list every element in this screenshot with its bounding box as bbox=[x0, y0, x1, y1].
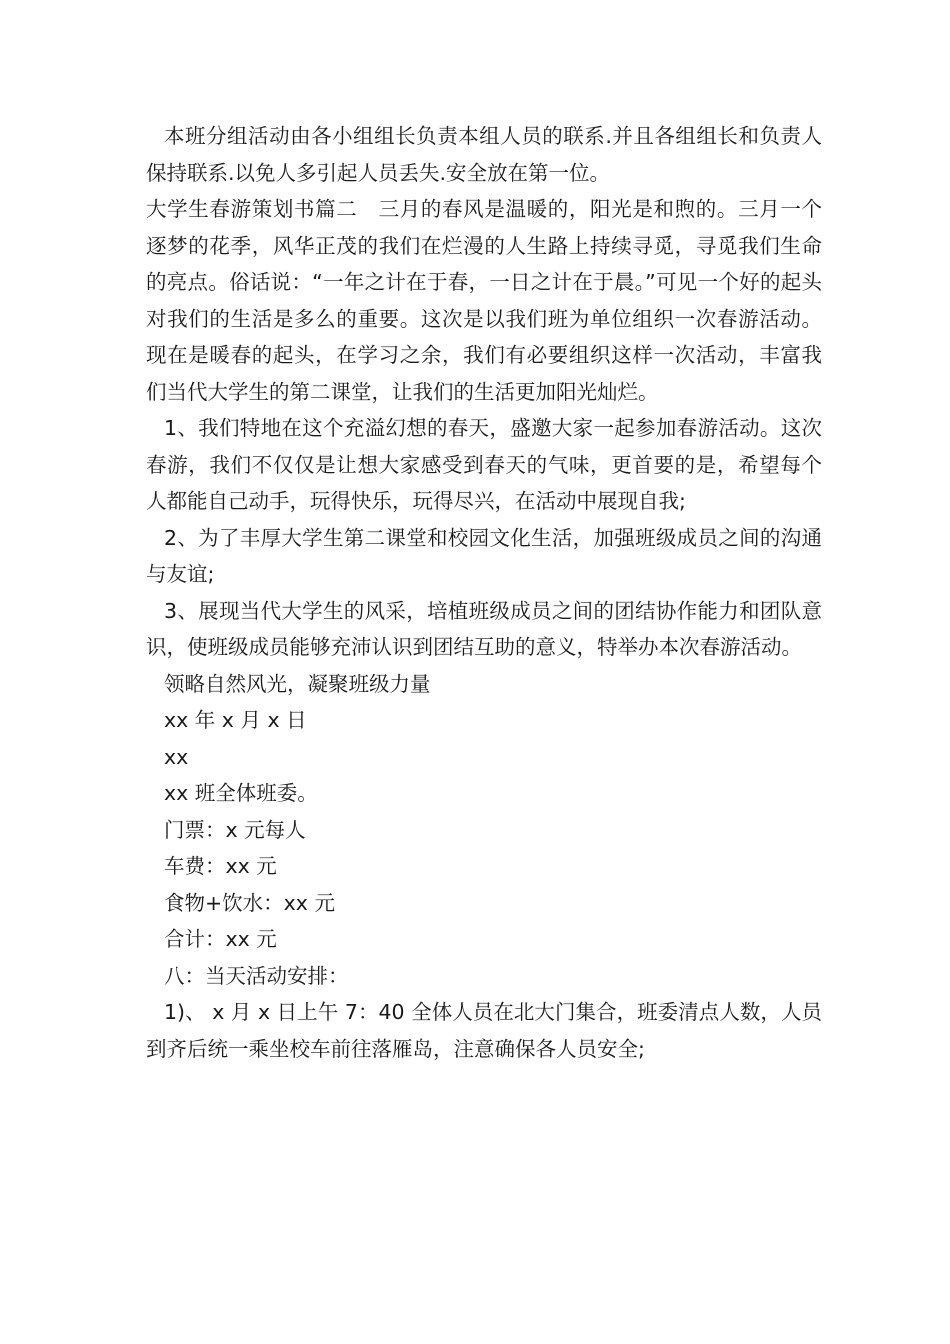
paragraph-group-contact: 本班分组活动由各小组组长负责本组人员的联系.并且各组组长和负责人保持联系.以免人多引起人员丢失.安全放在第一位。 bbox=[146, 124, 822, 185]
paragraph-schedule-heading: 八：当天活动安排： bbox=[164, 963, 349, 988]
paragraph-transport-cost: 车费：xx 元 bbox=[164, 854, 277, 878]
paragraph-schedule-item-1: 1)、 x 月 x 日上午 7：40 全体人员在北大门集合，班委清点人数，人员到齐后统一乘坐校车前往落雁岛，注意确保各人员安全; bbox=[146, 1000, 822, 1061]
paragraph-ticket-cost: 门票：x 元每人 bbox=[164, 817, 306, 842]
paragraph-total-cost: 合计：xx 元 bbox=[164, 927, 277, 951]
paragraph-organizer: xx 班全体班委。 bbox=[164, 781, 318, 805]
paragraph-location: xx bbox=[164, 744, 189, 769]
document-body bbox=[146, 118, 822, 1067]
paragraph-plan-intro: 大学生春游策划书篇二 三月的春风是温暖的，阳光是和煦的。三月一个逐梦的花季，风华正茂的我们在烂漫的人生路上持续寻觅，寻觅我们生命的亮点。俗话说：“一年之计在于春，一日之计在于晨。”可见一个好的起头对我们的生活是多么的重要。这次是以我们班为单位组织一次春游活动。现在是暖春的起头，在学习之余，我们有必要组织这样一次活动，丰富我们当代大学生的第二课堂，让我们的生活更加阳光灿烂。 bbox=[146, 197, 822, 404]
paragraph-purpose-2: 2、为了丰厚大学生第二课堂和校园文化生活，加强班级成员之间的沟通与友谊; bbox=[146, 525, 822, 586]
paragraph-food-cost: 食物+饮水：xx 元 bbox=[164, 890, 335, 915]
paragraph-purpose-1: 1、我们特地在这个充溢幻想的春天，盛邀大家一起参加春游活动。这次春游，我们不仅仅是让想大家感受到春天的气味，更首要的是，希望每个人都能自己动手，玩得快乐，玩得尽兴，在活动中展现自我; bbox=[146, 416, 822, 513]
paragraph-purpose-3: 3、展现当代大学生的风采，培植班级成员之间的团结协作能力和团队意识，使班级成员能够充沛认识到团结互助的意义，特举办本次春游活动。 bbox=[146, 598, 822, 659]
paragraph-date: xx 年 x 月 x 日 bbox=[164, 708, 307, 732]
paragraph-theme: 领略自然风光，凝聚班级力量 bbox=[164, 671, 431, 696]
